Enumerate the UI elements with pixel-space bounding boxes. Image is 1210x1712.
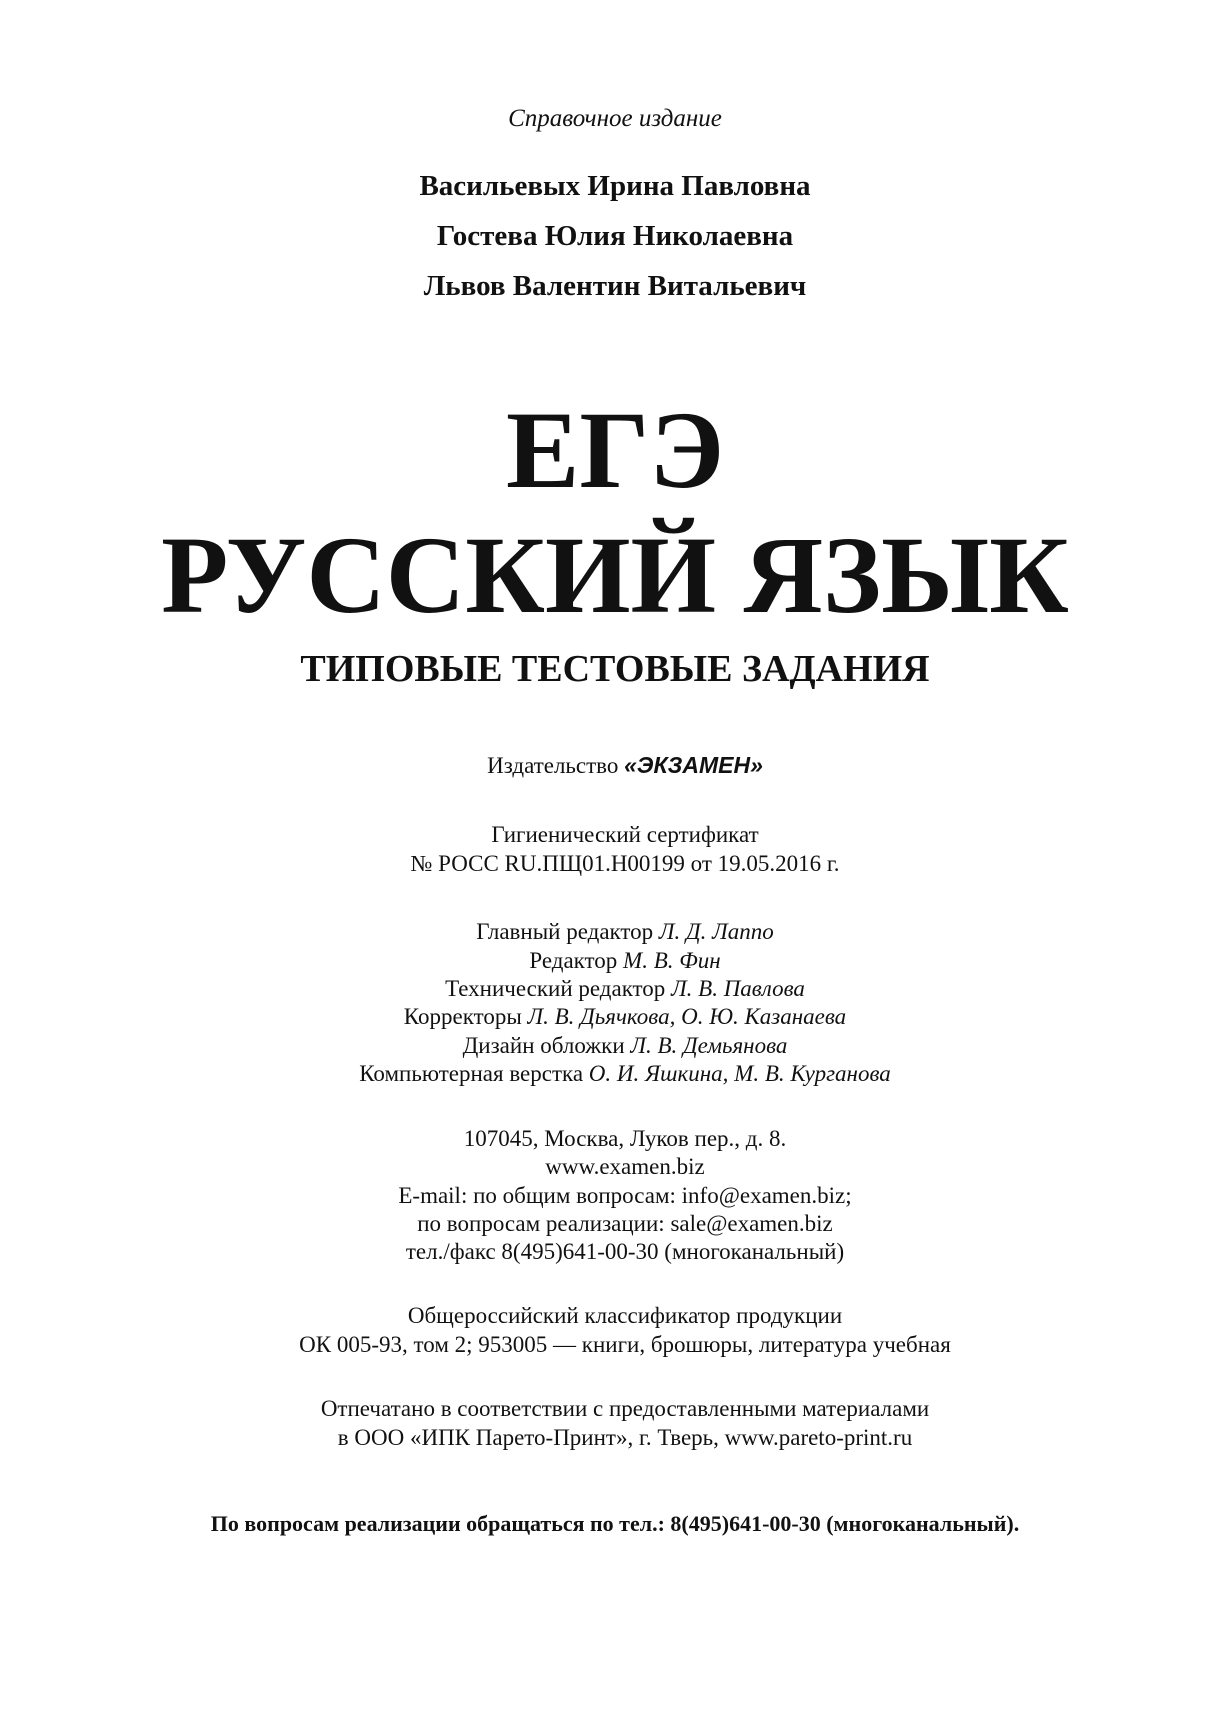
credit-names: Л. В. Павлова bbox=[671, 976, 805, 1001]
title-main: ЕГЭ bbox=[506, 389, 724, 511]
credit-layout bbox=[20, 1062, 1210, 1085]
contact-email-sales: по вопросам реализации: sale@examen.biz bbox=[417, 1211, 833, 1236]
credit-editor bbox=[20, 949, 1210, 972]
printing-line-2: в ООО «ИПК Парето-Принт», г. Тверь, www.pareto-print.ru bbox=[337, 1425, 913, 1450]
author-3: Львов Валентин Витальевич bbox=[423, 270, 807, 302]
credit-role: Компьютерная верстка bbox=[359, 1061, 584, 1086]
classifier-title: Общероссийский классификатор продукции bbox=[407, 1303, 843, 1328]
certificate-number: № РОСС RU.ПЩ01.Н00199 от 19.05.2016 г. bbox=[410, 851, 840, 876]
credit-cover-design bbox=[20, 1034, 1210, 1057]
sales-note: По вопросам реализации обращаться по тел.: 8(495)641-00-30 (многоканальный). bbox=[210, 1511, 1020, 1536]
publisher-line bbox=[20, 754, 1210, 777]
contact-phone: тел./факс 8(495)641-00-30 (многоканальный) bbox=[405, 1239, 845, 1264]
printing-line-1: Отпечатано в соответствии с предоставленными материалами bbox=[320, 1396, 930, 1421]
credit-names: М. В. Фин bbox=[623, 948, 721, 973]
publisher-name: «ЭКЗАМЕН» bbox=[624, 752, 763, 778]
credit-technical-editor bbox=[20, 977, 1210, 1000]
credit-chief-editor bbox=[20, 920, 1210, 943]
credit-names: Л. В. Демьянова bbox=[630, 1033, 788, 1058]
subtitle: ТИПОВЫЕ ТЕСТОВЫЕ ЗАДАНИЯ bbox=[300, 648, 930, 690]
credit-role: Дизайн обложки bbox=[462, 1033, 625, 1058]
credit-role: Редактор bbox=[529, 948, 618, 973]
contact-email-general: E-mail: по общим вопросам: info@examen.biz; bbox=[398, 1183, 852, 1208]
credit-role: Главный редактор bbox=[476, 919, 654, 944]
credit-role: Технический редактор bbox=[445, 976, 666, 1001]
certificate-title: Гигиенический сертификат bbox=[491, 822, 759, 847]
contact-website: www.examen.biz bbox=[545, 1154, 705, 1179]
author-1: Васильевых Ирина Павловна bbox=[419, 170, 811, 202]
classifier-code: ОК 005-93, том 2; 953005 — книги, брошюры, литература учебная bbox=[299, 1332, 951, 1357]
credit-names: Л. Д. Лаппо bbox=[658, 919, 774, 944]
credit-proofreaders bbox=[20, 1005, 1210, 1028]
title-subject: РУССКИЙ ЯЗЫК bbox=[161, 514, 1069, 636]
edition-type: Справочное издание bbox=[508, 105, 722, 132]
credit-names: Л. В. Дьячкова, О. Ю. Казанаева bbox=[527, 1004, 847, 1029]
contact-address: 107045, Москва, Луков пер., д. 8. bbox=[463, 1126, 787, 1151]
credit-names: О. И. Яшкина, М. В. Курганова bbox=[588, 1061, 891, 1086]
publisher-label: Издательство bbox=[487, 753, 619, 778]
author-2: Гостева Юлия Николаевна bbox=[436, 220, 794, 252]
credit-role: Корректоры bbox=[403, 1004, 522, 1029]
